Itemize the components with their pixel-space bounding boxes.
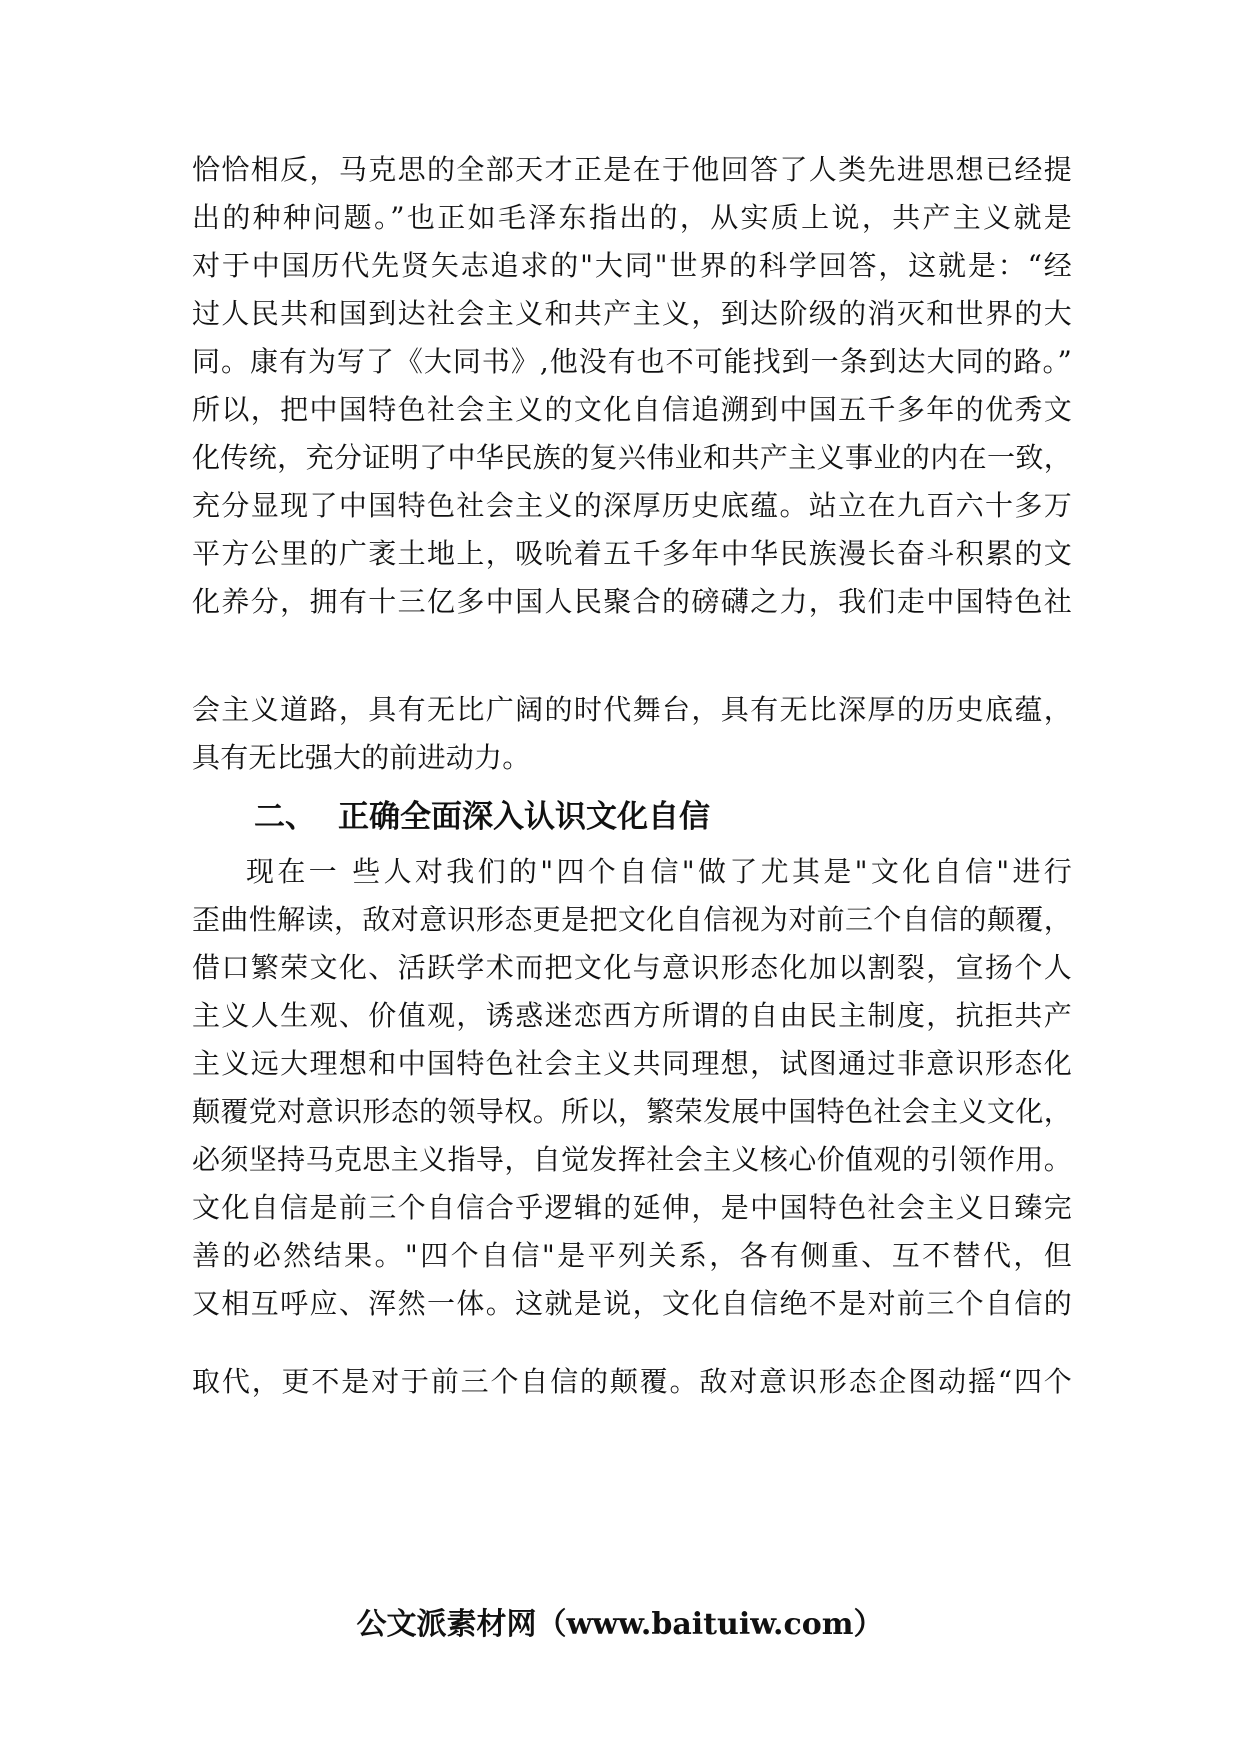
paragraph-line: 颠覆党对意识形态的领导权。所以，繁荣发展中国特色社会主义文化， — [192, 1095, 1072, 1128]
paragraph-line: 化养分，拥有十三亿多中国人民聚合的磅礴之力，我们走中国特色社 — [192, 585, 1072, 618]
paragraph-line: 现在一 些人对我们的"四个自信"做了尤其是"文化自信"进行 — [246, 855, 1072, 888]
paragraph-line: 会主义道路，具有无比广阔的时代舞台，具有无比深厚的历史底蕴， — [192, 693, 1072, 726]
section-number: 二、 — [254, 799, 316, 835]
paragraph-line: 主义人生观、价值观，诱惑迷恋西方所谓的自由民主制度，抗拒共产 — [192, 999, 1072, 1032]
section-heading — [254, 796, 1074, 838]
paragraph-line: 文化自信是前三个自信合乎逻辑的延伸，是中国特色社会主义日臻完 — [192, 1191, 1072, 1224]
paragraph-line: 善的必然结果。"四个自信"是平列关系，各有侧重、互不替代，但 — [192, 1239, 1072, 1272]
paragraph-line: 取代，更不是对于前三个自信的颠覆。敌对意识形态企图动摇“四个 — [192, 1365, 1072, 1398]
paragraph-line: 出的种种问题。”也正如毛泽东指出的，从实质上说，共产主义就是 — [192, 201, 1072, 234]
footer-source: 公文派素材网（www.baituiw.com） — [356, 1607, 884, 1642]
paragraph-line: 又相互呼应、浑然一体。这就是说，文化自信绝不是对前三个自信的 — [192, 1287, 1072, 1320]
paragraph-line: 借口繁荣文化、活跃学术而把文化与意识形态化加以割裂，宣扬个人 — [192, 951, 1072, 984]
section-title: 正确全面深入认识文化自信 — [338, 799, 710, 835]
paragraph-line: 充分显现了中国特色社会主义的深厚历史底蕴。站立在九百六十多万 — [192, 489, 1072, 522]
paragraph-line: 化传统，充分证明了中华民族的复兴伟业和共产主义事业的内在一致， — [192, 441, 1072, 474]
paragraph-line: 过人民共和国到达社会主义和共产主义，到达阶级的消灭和世界的大 — [192, 297, 1072, 330]
paragraph-line: 主义远大理想和中国特色社会主义共同理想，试图通过非意识形态化 — [192, 1047, 1072, 1080]
paragraph-line: 对于中国历代先贤矢志追求的"大同"世界的科学回答，这就是：“经 — [192, 249, 1072, 282]
paragraph-line: 恰恰相反，马克思的全部天才正是在于他回答了人类先进思想已经提 — [192, 153, 1072, 186]
paragraph-line: 具有无比强大的前进动力。 — [192, 741, 531, 774]
paragraph-line: 所以，把中国特色社会主义的文化自信追溯到中国五千多年的优秀文 — [192, 393, 1072, 426]
paragraph-line: 平方公里的广袤土地上，吸吮着五千多年中华民族漫长奋斗积累的文 — [192, 537, 1072, 570]
paragraph-line: 同。康有为写了《大同书》,他没有也不可能找到一条到达大同的路。” — [192, 345, 1072, 378]
paragraph-line: 歪曲性解读，敌对意识形态更是把文化自信视为对前三个自信的颠覆， — [192, 903, 1072, 936]
paragraph-line: 必须坚持马克思主义指导，自觉发挥社会主义核心价值观的引领作用。 — [192, 1143, 1072, 1176]
